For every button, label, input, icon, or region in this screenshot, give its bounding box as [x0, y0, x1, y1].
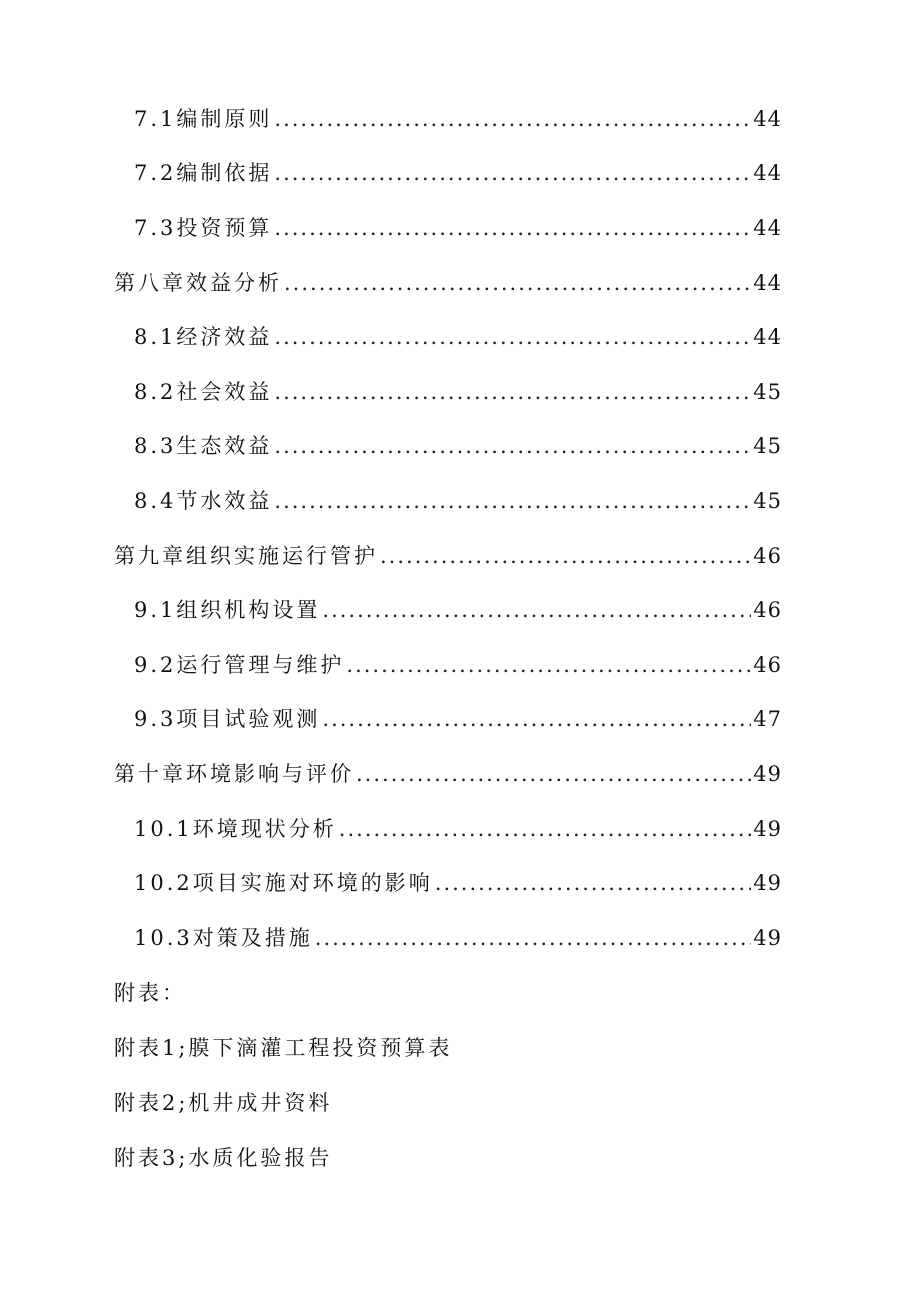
- toc-entry[interactable]: [0, 92, 920, 146]
- toc-entry[interactable]: [0, 256, 920, 310]
- toc-entry-title: 8.1经济效益: [134, 325, 273, 349]
- dot-leader: [274, 92, 751, 146]
- appendix-item[interactable]: 附表1;膜下滴灌工程投资预算表: [114, 1036, 453, 1060]
- toc-entry-title: 9.1组织机构设置: [134, 598, 321, 622]
- toc-entry-title: 9.3项目试验观测: [134, 707, 321, 731]
- toc-entry[interactable]: [0, 310, 920, 364]
- toc-entry[interactable]: [0, 747, 920, 801]
- toc-entry[interactable]: [0, 856, 920, 910]
- dot-leader: [274, 201, 751, 255]
- dot-leader: [322, 692, 751, 746]
- toc-entry[interactable]: [0, 419, 920, 473]
- dot-leader: [339, 802, 752, 856]
- toc-entry[interactable]: [0, 201, 920, 255]
- toc-entry-page: 45: [753, 380, 782, 404]
- toc-entry[interactable]: [0, 146, 920, 200]
- toc-entry-title: 7.1编制原则: [134, 107, 273, 131]
- dot-leader: [346, 638, 751, 692]
- toc-entry-page: 44: [753, 107, 782, 131]
- toc-entry[interactable]: [0, 692, 920, 746]
- toc-entry[interactable]: [0, 638, 920, 692]
- toc-entry-page: 46: [753, 544, 782, 568]
- toc-entry[interactable]: [0, 583, 920, 637]
- toc-entry-page: 44: [753, 271, 782, 295]
- toc-entry-page: 44: [753, 216, 782, 240]
- dot-leader: [274, 146, 751, 200]
- toc-entry-title: 8.2社会效益: [134, 380, 273, 404]
- toc-entry-title: 7.2编制依据: [134, 161, 273, 185]
- toc-entry-title: 第九章组织实施运行管护: [114, 544, 378, 568]
- toc-entry-title: 10.1环境现状分析: [134, 817, 337, 841]
- toc-entry-page: 49: [753, 926, 782, 950]
- toc-entry-title: 8.3生态效益: [134, 434, 273, 458]
- toc-entry-page: 49: [753, 762, 782, 786]
- toc-entry-page: 49: [753, 817, 782, 841]
- dot-leader: [274, 474, 751, 528]
- toc-entry[interactable]: [0, 474, 920, 528]
- toc-entry[interactable]: [0, 802, 920, 856]
- toc-entry-page: 46: [753, 653, 782, 677]
- toc-entry-page: 44: [753, 325, 782, 349]
- dot-leader: [274, 310, 751, 364]
- toc-entry-page: 44: [753, 161, 782, 185]
- toc-entry-title: 第十章环境影响与评价: [114, 762, 354, 786]
- toc-entry-title: 10.3对策及措施: [134, 926, 313, 950]
- toc-entry-page: 47: [753, 707, 782, 731]
- appendix-item[interactable]: 附表2;机井成井资料: [114, 1091, 333, 1115]
- toc-entry-title: 第八章效益分析: [114, 271, 282, 295]
- appendix-item[interactable]: 附表3;水质化验报告: [114, 1146, 333, 1170]
- toc-entry-page: 46: [753, 598, 782, 622]
- toc-entry-page: 49: [753, 871, 782, 895]
- dot-leader: [274, 365, 751, 419]
- dot-leader: [435, 856, 752, 910]
- toc-entry-title: 10.2项目实施对环境的影响: [134, 871, 433, 895]
- dot-leader: [315, 911, 752, 965]
- dot-leader: [284, 256, 751, 310]
- dot-leader: [274, 419, 751, 473]
- toc-entry-title: 7.3投资预算: [134, 216, 273, 240]
- dot-leader: [356, 747, 751, 801]
- dot-leader: [322, 583, 751, 637]
- toc-entry[interactable]: [0, 911, 920, 965]
- toc-entry-page: 45: [753, 434, 782, 458]
- toc-entry-title: 9.2运行管理与维护: [134, 653, 345, 677]
- toc-entry[interactable]: [0, 365, 920, 419]
- toc-entry[interactable]: [0, 529, 920, 583]
- appendix-heading: 附表：: [114, 981, 186, 1005]
- toc-entry-page: 45: [753, 489, 782, 513]
- toc-entry-title: 8.4节水效益: [134, 489, 273, 513]
- dot-leader: [380, 529, 751, 583]
